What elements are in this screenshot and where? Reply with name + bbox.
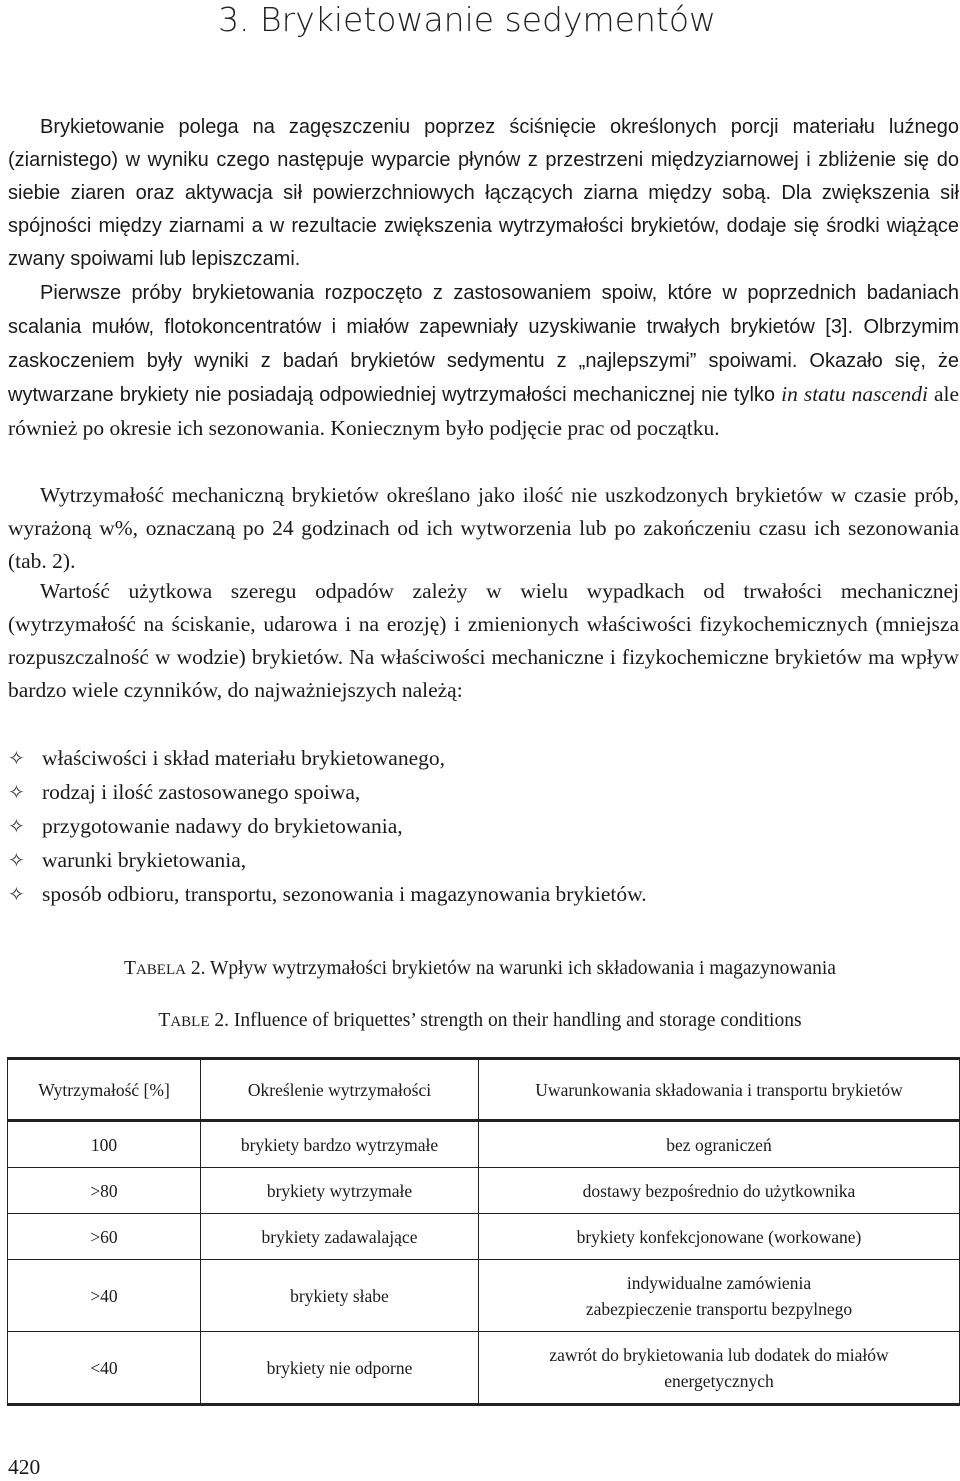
four-point-star-icon: ✧ [8,779,25,804]
caption-text: Influence of briquettes’ strength on their handling and storage conditions [229,1010,802,1031]
list-item-text: sposób odbioru, transportu, sezonowania i magazynowania brykietów. [42,881,647,906]
four-point-star-icon: ✧ [8,881,25,906]
table-row [8,1168,960,1214]
header-cell: Określenie wytrzymałości [201,1059,479,1121]
paragraph-2 [8,276,959,445]
caption-text: Wpływ wytrzymałości brykietów na warunki ich składowania i magazynowania [205,958,836,979]
table-row [8,1214,960,1260]
table-cell [479,1260,960,1332]
table-header-row [8,1059,960,1121]
table-caption-polish [0,956,960,983]
table-row [8,1260,960,1332]
header-cell: Uwarunkowania składowania i transportu brykietów [479,1059,960,1121]
four-point-star-icon: ✧ [8,813,25,838]
list-item-text: warunki brykietowania, [42,847,247,872]
table-cell: dostawy bezpośrednio do użytkownika [479,1168,960,1214]
cell-line: zawrót do brykietowania lub dodatek do miałów [549,1344,889,1365]
paragraph-2-italic: in statu nascendi [781,382,929,406]
list-item [8,741,948,775]
table-cell: brykiety wytrzymałe [201,1168,479,1214]
cell-line: energetycznych [664,1370,774,1391]
paragraph-1: Brykietowanie polega na zagęszczeniu poprzez ściśnięcie określonych porcji materiału luźnego (ziarnistego) w wyniku czego następuje wyparcie płynów z przestrzeni międzyziarnowej i zbliżenie się do siebie ziaren oraz aktywacja sił powierzchniowych łączących ziarna między sobą. Dla zwiększenia sił spójności między ziarnami a w rezultacie zwiększenia wytrzymałości brykietów, dodaje się środki wiążące zwany spoiwami lub lepiszczami. [8,116,959,270]
list-item-text: właściwości i skład materiału brykietowanego, [42,745,446,770]
list-item [8,775,948,809]
header-cell: Wytrzymałość [%] [8,1059,201,1121]
table-cell: brykiety konfekcjonowane (workowane) [479,1214,960,1260]
table-cell [479,1332,960,1405]
list-item [8,877,948,911]
caption-label: TABELA 2. [124,958,206,979]
factor-list [8,741,948,911]
cell-line: zabezpieczenie transportu bezpylnego [585,1298,853,1319]
list-item-text: rodzaj i ilość zastosowanego spoiwa, [42,779,361,804]
paragraph-3: Wytrzymałość mechaniczną brykietów określano jako ilość nie uszkodzonych brykietów w czasie prób, wyrażoną w%, oznaczaną po 24 godzinach od ich wytworzenia lub po zakończeniu czasu ich sezonowania (tab. 2). [8,483,959,573]
paragraph-2-tail: ale również po okresie ich sezonowania. Koniecznym było podjęcie prac od początku. [8,382,960,440]
list-item-text: przygotowanie nadawy do brykietowania, [42,813,403,838]
caption-label: TABLE 2. [158,1010,229,1031]
strength-table [7,1057,960,1406]
table-cell: brykiety zadawalające [201,1214,479,1260]
table-cell: >60 [8,1214,201,1260]
paragraph-4: Wartość użytkowa szeregu odpadów zależy w wielu wypadkach od trwałości mechanicznej (wytrzymałość na ściskanie, udarowa i na erozję) i zmienionych właściwości fizykochemicznych (mniejsza rozpuszczalność w wodzie) brykietów. Na właściwości mechaniczne i fizykochemiczne brykietów ma wpływ bardzo wiele czynników, do najważniejszych należą: [8,579,959,702]
table-cell: 100 [8,1121,201,1168]
page-number: 420 [8,1455,41,1479]
table-cell: brykiety słabe [201,1260,479,1332]
cell-line: indywidualne zamówienia [626,1272,812,1293]
list-item [8,809,948,843]
table-cell: >80 [8,1168,201,1214]
four-point-star-icon: ✧ [8,745,25,770]
table-cell: bez ograniczeń [479,1121,960,1168]
four-point-star-icon: ✧ [8,847,25,872]
table-row [8,1121,960,1168]
table-cell: >40 [8,1260,201,1332]
table-cell: <40 [8,1332,201,1405]
table-caption-english [0,1008,960,1035]
paragraph-2-sans: Pierwsze próby brykietowania rozpoczęto z zastosowaniem spoiw, które w poprzednich badaniach scalania mułów, flotokoncentratów i miałów zapewniały uzyskiwanie trwałych brykietów [3]. Olbrzymim zaskoczeniem były wyniki z badań brykietów sedymentu z „najlepszymi” spoiwami. Okazało się, że wytwarzane brykiety nie posiadają odpowiedniej wytrzymałości mechanicznej nie tylko [8,282,959,406]
table-cell: brykiety bardzo wytrzymałe [201,1121,479,1168]
table-cell: brykiety nie odporne [201,1332,479,1405]
list-item [8,843,948,877]
table-row [8,1332,960,1405]
section-title: 3. Brykietowanie sedymentów [218,0,716,39]
